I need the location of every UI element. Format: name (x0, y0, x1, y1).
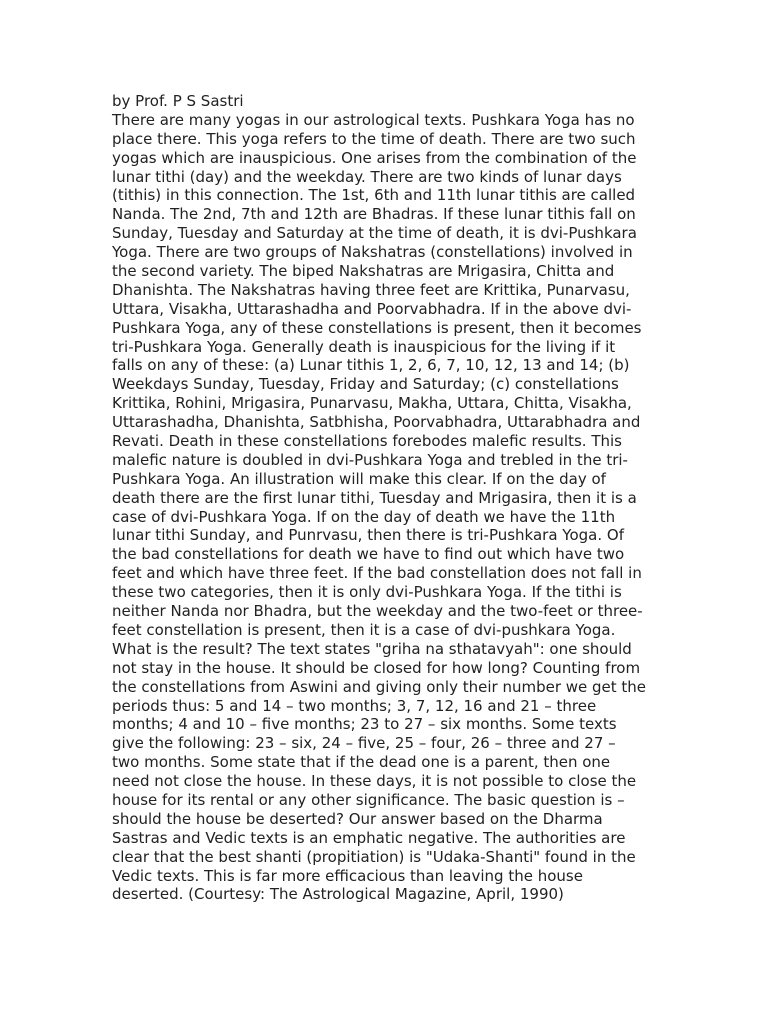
text-line: Sunday, Tuesday and Saturday at the time of death, it is dvi-Pushkara (112, 224, 637, 243)
text-line: Weekdays Sunday, Tuesday, Friday and Saturday; (c) constellations (112, 375, 619, 394)
text-line: these two categories, then it is only dvi-Pushkara Yoga. If the tithi is (112, 583, 622, 602)
text-line: deserted. (Courtesy: The Astrological Magazine, April, 1990) (112, 885, 564, 904)
text-line: Uttara, Visakha, Uttarashadha and Poorvabhadra. If in the above dvi- (112, 299, 632, 318)
text-line: house for its rental or any other significance. The basic question is – (112, 790, 625, 809)
text-line: lunar tithi Sunday, and Punrvasu, then there is tri-Pushkara Yoga. Of (112, 526, 624, 545)
text-line: periods thus: 5 and 14 – two months; 3, 7, 12, 16 and 21 – three (112, 696, 597, 715)
text-line: Pushkara Yoga. An illustration will make this clear. If on the day of (112, 469, 606, 488)
article-body (112, 92, 682, 904)
text-line: What is the result? The text states "griha na sthatavyah": one should (112, 639, 632, 658)
text-line: There are many yogas in our astrological texts. Pushkara Yoga has no (112, 110, 635, 129)
text-line: (tithis) in this connection. The 1st, 6th and 11th lunar tithis are called (112, 186, 636, 205)
text-line: need not close the house. In these days, it is not possible to close the (112, 772, 637, 791)
text-line: death there are the first lunar tithi, Tuesday and Mrigasira, then it is a (112, 488, 637, 507)
text-line: the constellations from Aswini and giving only their number we get the (112, 677, 647, 696)
text-line: Sastras and Vedic texts is an emphatic negative. The authorities are (112, 828, 626, 847)
text-line: the second variety. The biped Nakshatras are Mrigasira, Chitta and (112, 262, 615, 281)
text-line: yogas which are inauspicious. One arises from the combination of the (112, 148, 637, 167)
text-line: not stay in the house. It should be closed for how long? Counting from (112, 658, 641, 677)
text-line: feet and which have three feet. If the bad constellation does not fall in (112, 564, 642, 583)
text-line: tri-Pushkara Yoga. Generally death is inauspicious for the living if it (112, 337, 616, 356)
text-line: Pushkara Yoga, any of these constellations is present, then it becomes (112, 318, 642, 337)
text-line: give the following: 23 – six, 24 – five, 25 – four, 26 – three and 27 – (112, 734, 616, 753)
byline: by Prof. P S Sastri (112, 92, 244, 110)
text-line: case of dvi-Pushkara Yoga. If on the day of death we have the 11th (112, 507, 616, 526)
text-line: Revati. Death in these constellations forebodes malefic results. This (112, 432, 622, 451)
text-line: falls on any of these: (a) Lunar tithis 1, 2, 6, 7, 10, 12, 13 and 14; (b) (112, 356, 630, 375)
text-line: Krittika, Rohini, Mrigasira, Punarvasu, Makha, Uttara, Chitta, Visakha, (112, 394, 632, 413)
text-line: feet constellation is present, then it is a case of dvi-pushkara Yoga. (112, 620, 616, 639)
text-line: clear that the best shanti (propitiation) is "Udaka-Shanti" found in the (112, 847, 636, 866)
text-line: Vedic texts. This is far more efficacious than leaving the house (112, 866, 583, 885)
text-line: Yoga. There are two groups of Nakshatras (constellations) involved in (112, 243, 633, 262)
text-line: Dhanishta. The Nakshatras having three feet are Krittika, Punarvasu, (112, 280, 630, 299)
text-line: should the house be deserted? Our answer based on the Dharma (112, 809, 603, 828)
text-line: Uttarashadha, Dhanishta, Satbhisha, Poorvabhadra, Uttarabhadra and (112, 413, 641, 432)
text-line: lunar tithi (day) and the weekday. There are two kinds of lunar days (112, 167, 622, 186)
text-line: the bad constellations for death we have to find out which have two (112, 545, 625, 564)
text-line: months; 4 and 10 – five months; 23 to 27 – six months. Some texts (112, 715, 617, 734)
text-line: two months. Some state that if the dead one is a parent, then one (112, 753, 611, 772)
text-line: place there. This yoga refers to the time of death. There are two such (112, 129, 636, 148)
text-line: neither Nanda nor Bhadra, but the weekday and the two-feet or three- (112, 602, 643, 621)
text-line: Nanda. The 2nd, 7th and 12th are Bhadras. If these lunar tithis fall on (112, 205, 636, 224)
text-line: malefic nature is doubled in dvi-Pushkara Yoga and trebled in the tri- (112, 450, 628, 469)
